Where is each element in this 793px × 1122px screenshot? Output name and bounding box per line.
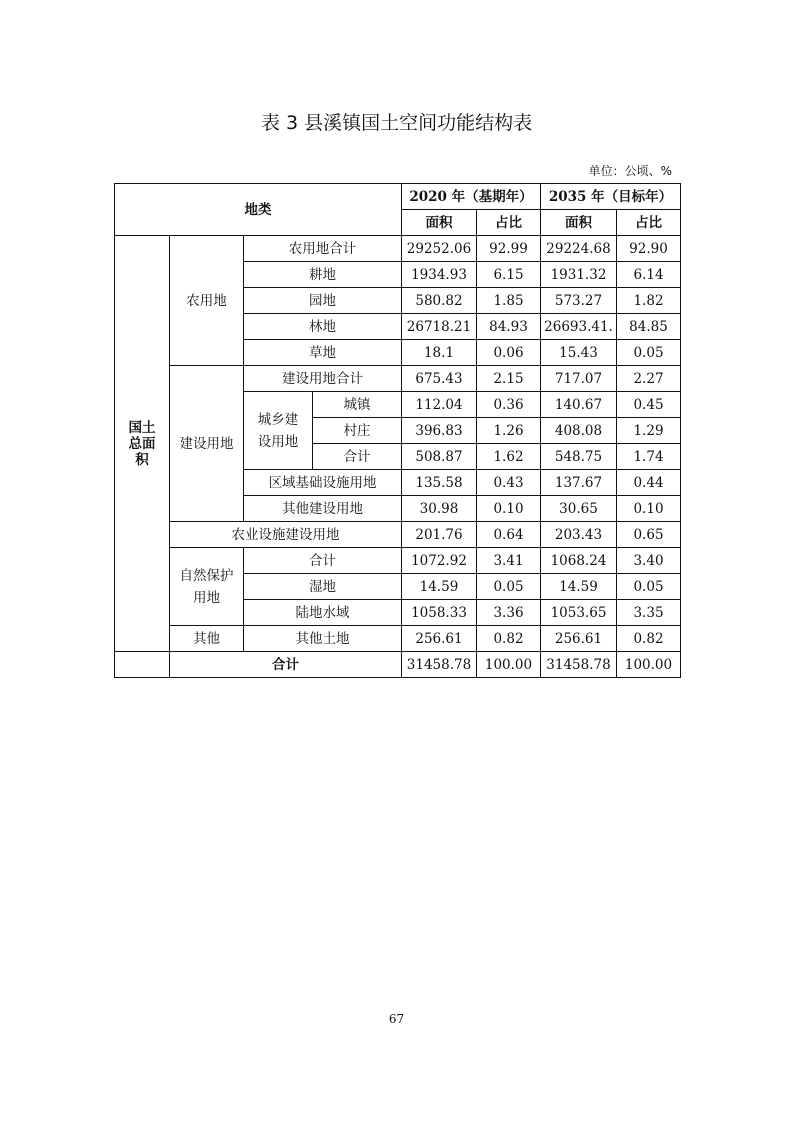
row-label: 林地	[244, 314, 402, 340]
row-label: 湿地	[244, 574, 402, 600]
row-label: 建设用地合计	[244, 366, 402, 392]
header-ratio-2035: 占比	[617, 210, 681, 236]
group-total-area: 国土总面积	[115, 236, 170, 652]
ratio-2020: 3.41	[477, 548, 541, 574]
row-label-total: 合计	[170, 652, 402, 678]
ratio-2020: 0.82	[477, 626, 541, 652]
group-natural: 自然保护用地	[170, 548, 244, 626]
area-2035: 29224.68	[541, 236, 617, 262]
row-label: 耕地	[244, 262, 402, 288]
area-2035: 408.08	[541, 418, 617, 444]
ratio-2020: 1.26	[477, 418, 541, 444]
ratio-2020: 0.64	[477, 522, 541, 548]
ratio-2020: 1.85	[477, 288, 541, 314]
row-label: 园地	[244, 288, 402, 314]
header-area-2020: 面积	[402, 210, 477, 236]
total-row-blank	[115, 652, 170, 678]
area-2020: 26718.21	[402, 314, 477, 340]
ratio-2020: 84.93	[477, 314, 541, 340]
area-2020: 30.98	[402, 496, 477, 522]
area-2035: 203.43	[541, 522, 617, 548]
ratio-2035: 3.40	[617, 548, 681, 574]
row-label: 合计	[313, 444, 402, 470]
ratio-2035: 92.90	[617, 236, 681, 262]
table-title: 表 3 县溪镇国土空间功能结构表	[260, 112, 533, 134]
row-label: 其他土地	[244, 626, 402, 652]
ratio-2020: 1.62	[477, 444, 541, 470]
ratio-2020: 0.06	[477, 340, 541, 366]
ratio-2035: 3.35	[617, 600, 681, 626]
ratio-2020: 6.15	[477, 262, 541, 288]
area-2020: 31458.78	[402, 652, 477, 678]
row-label: 合计	[244, 548, 402, 574]
group-other: 其他	[170, 626, 244, 652]
ratio-2020: 0.05	[477, 574, 541, 600]
ratio-2035: 1.74	[617, 444, 681, 470]
ratio-2035: 0.10	[617, 496, 681, 522]
ratio-2035: 1.82	[617, 288, 681, 314]
ratio-2020: 3.36	[477, 600, 541, 626]
area-2020: 201.76	[402, 522, 477, 548]
ratio-2020: 92.99	[477, 236, 541, 262]
area-2020: 1934.93	[402, 262, 477, 288]
area-2020: 508.87	[402, 444, 477, 470]
area-2035: 717.07	[541, 366, 617, 392]
group-construction: 建设用地	[170, 366, 244, 522]
row-label: 其他建设用地	[244, 496, 402, 522]
area-2020: 580.82	[402, 288, 477, 314]
area-2035: 1068.24	[541, 548, 617, 574]
row-label: 区域基础设施用地	[244, 470, 402, 496]
header-year-2035: 2035 年（目标年）	[541, 184, 681, 210]
ratio-2035: 2.27	[617, 366, 681, 392]
area-2020: 396.83	[402, 418, 477, 444]
ratio-2035: 0.05	[617, 574, 681, 600]
area-2035: 137.67	[541, 470, 617, 496]
ratio-2020: 0.36	[477, 392, 541, 418]
unit-label: 单位：公顷、%	[588, 164, 672, 178]
group-urban-rural: 城乡建设用地	[244, 392, 313, 470]
ratio-2020: 0.10	[477, 496, 541, 522]
area-2035: 548.75	[541, 444, 617, 470]
ratio-2035: 0.05	[617, 340, 681, 366]
area-2035: 30.65	[541, 496, 617, 522]
header-category: 地类	[115, 184, 402, 236]
ratio-2020: 2.15	[477, 366, 541, 392]
ratio-2035: 84.85	[617, 314, 681, 340]
header-area-2035: 面积	[541, 210, 617, 236]
area-2020: 14.59	[402, 574, 477, 600]
page-number: 67	[388, 1012, 405, 1026]
area-2035: 140.67	[541, 392, 617, 418]
ratio-2035: 1.29	[617, 418, 681, 444]
ratio-2035: 0.44	[617, 470, 681, 496]
area-2035: 1053.65	[541, 600, 617, 626]
area-2020: 1072.92	[402, 548, 477, 574]
area-2035: 31458.78	[541, 652, 617, 678]
ratio-2035: 0.65	[617, 522, 681, 548]
area-2035: 1931.32	[541, 262, 617, 288]
ratio-2035: 6.14	[617, 262, 681, 288]
ratio-2035: 0.82	[617, 626, 681, 652]
area-2020: 135.58	[402, 470, 477, 496]
area-2020: 675.43	[402, 366, 477, 392]
area-2035: 256.61	[541, 626, 617, 652]
header-ratio-2020: 占比	[477, 210, 541, 236]
row-label: 农用地合计	[244, 236, 402, 262]
header-year-2020: 2020 年（基期年）	[402, 184, 541, 210]
ratio-2035: 0.45	[617, 392, 681, 418]
area-2020: 112.04	[402, 392, 477, 418]
area-2035: 26693.41.	[541, 314, 617, 340]
area-2020: 256.61	[402, 626, 477, 652]
ratio-2035: 100.00	[617, 652, 681, 678]
group-agri: 农用地	[170, 236, 244, 366]
row-label: 村庄	[313, 418, 402, 444]
area-2020: 18.1	[402, 340, 477, 366]
area-2035: 15.43	[541, 340, 617, 366]
land-use-structure-table	[114, 183, 681, 678]
ratio-2020: 100.00	[477, 652, 541, 678]
area-2020: 29252.06	[402, 236, 477, 262]
ratio-2020: 0.43	[477, 470, 541, 496]
area-2035: 573.27	[541, 288, 617, 314]
row-label: 农业设施建设用地	[170, 522, 402, 548]
row-label: 陆地水域	[244, 600, 402, 626]
row-label: 草地	[244, 340, 402, 366]
row-label: 城镇	[313, 392, 402, 418]
area-2035: 14.59	[541, 574, 617, 600]
area-2020: 1058.33	[402, 600, 477, 626]
